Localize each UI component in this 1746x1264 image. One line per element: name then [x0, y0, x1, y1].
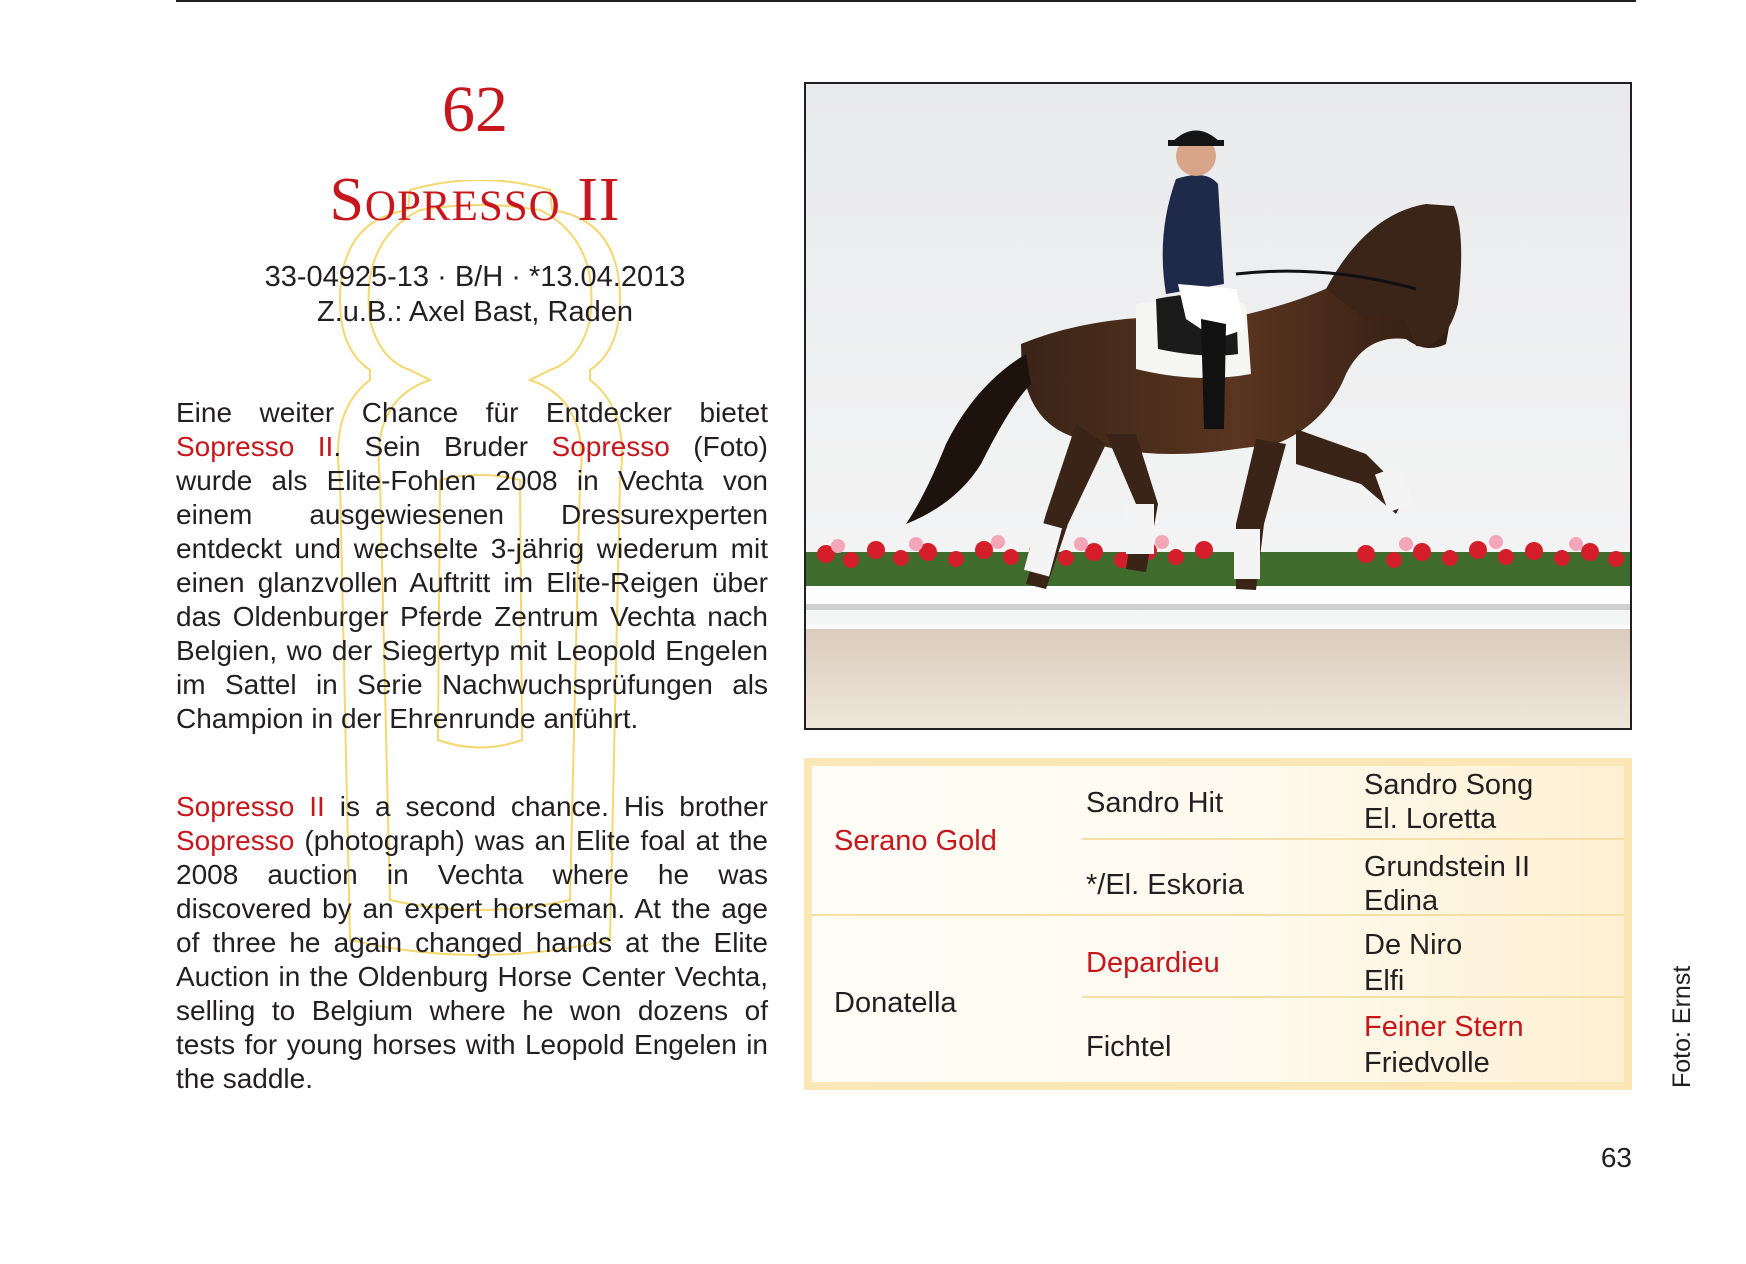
photo-credit: Foto: Ernst	[1668, 965, 1696, 1088]
pedigree-divider	[1082, 996, 1624, 998]
horse-name: Sopresso II	[329, 166, 621, 234]
pedigree-ds-sire: De Niro	[1364, 929, 1463, 961]
pedigree-divider	[812, 914, 1624, 916]
pedigree-dam-sire: Depardieu	[1086, 947, 1220, 979]
pedigree-inner	[812, 766, 1624, 1082]
lot-number: 62	[442, 73, 508, 146]
pedigree-sd-dam: Edina	[1364, 885, 1439, 917]
pedigree-dam-dam: Fichtel	[1086, 1031, 1172, 1063]
dressage-horse-photo-icon	[806, 84, 1630, 728]
pedigree-sire-dam: */El. Eskoria	[1086, 869, 1244, 901]
pedigree-dd-dam: Friedvolle	[1364, 1047, 1490, 1079]
pedigree-divider	[1082, 838, 1624, 840]
top-rule	[176, 0, 1636, 2]
breeder-line: Z.u.B.: Axel Bast, Raden	[317, 296, 633, 328]
registration-line: 33-04925-13 · B/H · *13.04.2013	[264, 261, 686, 293]
horse-photo	[804, 82, 1632, 730]
page-number: 63	[1600, 1142, 1632, 1173]
pedigree-sire-sire: Sandro Hit	[1086, 787, 1224, 819]
pedigree-sire: Serano Gold	[834, 825, 997, 857]
horse-name-highlight: Sopresso II	[176, 791, 325, 822]
horse-name-highlight: Sopresso II	[176, 431, 334, 462]
brother-name-highlight: Sopresso	[551, 431, 670, 462]
pedigree-ss-dam: El. Loretta	[1364, 803, 1497, 835]
brother-name-highlight: Sopresso	[176, 825, 295, 856]
pedigree-dam: Donatella	[834, 987, 957, 1019]
german-description: Eine weiter Chance für Entdecker bietet Sopresso II. Sein Bruder Sopresso (Foto) wurde als Elite-Fohlen 2008 in Vechta von einem ausgewiesenen Dressurexperten entdeckt und wechselte 3-jährig wiederum mit einen glanzvollen Auftritt im Elite-Reigen über das Oldenburger Pferde Zentrum Vechta nach Belgien, wo der Siegertyp mit Leopold Engelen im Sattel in Serie Nachwuchsprüfungen als Champion in der Ehrenrunde anführt.	[176, 397, 768, 734]
pedigree-table	[804, 758, 1632, 1090]
english-description: Sopresso II is a second chance. His brother Sopresso (photograph) was an Elite foal at the 2008 auction in Vechta where he was discovered by an expert horseman. At the age of three he again changed hands at the Elite Auction in the Oldenburg Horse Center Vechta, selling to Belgium where he won dozens of tests for young horses with Leopold Engelen in the saddle.	[176, 791, 768, 1094]
pedigree-ds-dam: Elfi	[1364, 965, 1405, 997]
pedigree-sd-sire: Grundstein II	[1364, 851, 1531, 883]
pedigree-dd-sire: Feiner Stern	[1364, 1011, 1524, 1043]
pedigree-ss-sire: Sandro Song	[1364, 769, 1534, 801]
